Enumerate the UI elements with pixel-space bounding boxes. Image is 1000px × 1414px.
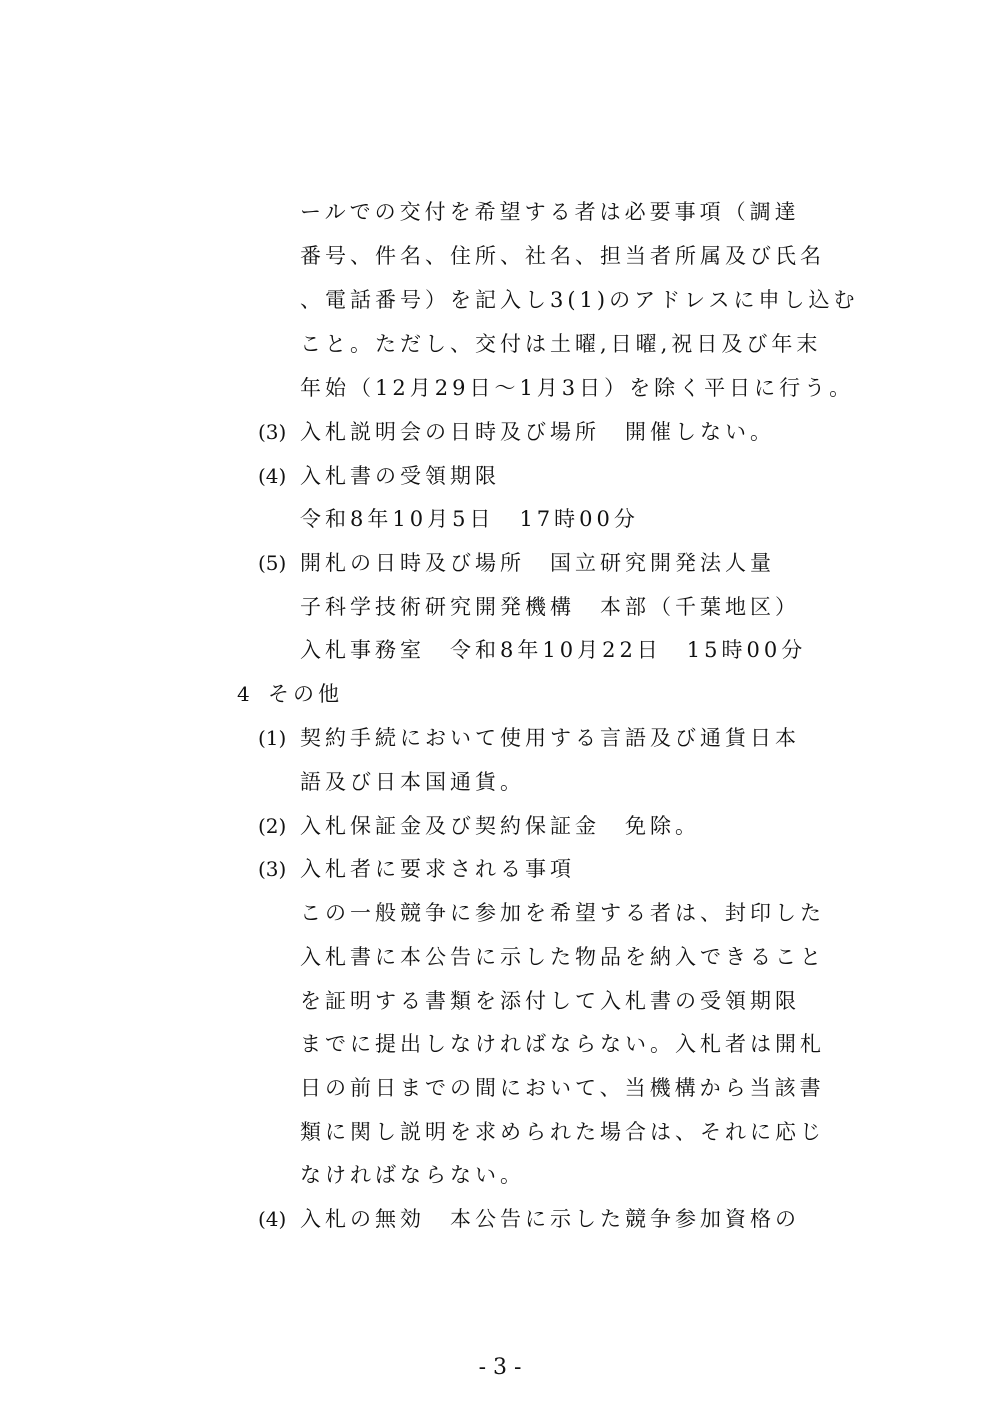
page-number: - 3 - bbox=[478, 1355, 522, 1380]
section-heading-other: その他 bbox=[268, 682, 343, 706]
text-line-15: 入札者に要求される事項 bbox=[300, 857, 575, 881]
text-line-5: 年始（12月29日～1月3日）を除く平日に行う。 bbox=[300, 376, 855, 400]
item-number-4: (4) bbox=[258, 464, 287, 488]
item-number-1: (1) bbox=[258, 726, 287, 750]
text-line-12: 契約手続において使用する言語及び通貨日本 bbox=[300, 726, 800, 750]
text-line-14: 入札保証金及び契約保証金 免除。 bbox=[300, 814, 700, 838]
item-number-2: (2) bbox=[258, 814, 287, 838]
text-line-17: 入札書に本公告に示した物品を納入できること bbox=[300, 945, 825, 969]
text-line-23: 入札の無効 本公告に示した競争参加資格の bbox=[300, 1207, 800, 1231]
text-line-8: 令和8年10月5日 17時00分 bbox=[300, 507, 639, 531]
text-line-1: ールでの交付を希望する者は必要事項（調達 bbox=[300, 200, 800, 224]
text-line-3: 、電話番号）を記入し3(1)のアドレスに申し込む bbox=[300, 288, 859, 312]
text-line-19: までに提出しなければならない。入札者は開札 bbox=[300, 1032, 825, 1056]
text-line-18: を証明する書類を添付して入札書の受領期限 bbox=[300, 989, 800, 1013]
text-line-16: この一般競争に参加を希望する者は、封印した bbox=[300, 901, 825, 925]
section-number-4: 4 bbox=[237, 682, 250, 706]
text-line-21: 類に関し説明を求められた場合は、それに応じ bbox=[300, 1120, 825, 1144]
text-line-11: 入札事務室 令和8年10月22日 15時00分 bbox=[300, 638, 807, 662]
item-number-3: (3) bbox=[258, 420, 287, 444]
item-number-4b: (4) bbox=[258, 1207, 287, 1231]
text-line-22: なければならない。 bbox=[300, 1163, 525, 1187]
text-line-2: 番号、件名、住所、社名、担当者所属及び氏名 bbox=[300, 244, 825, 268]
text-line-9: 開札の日時及び場所 国立研究開発法人量 bbox=[300, 551, 775, 575]
item-number-3b: (3) bbox=[258, 857, 287, 881]
text-line-10: 子科学技術研究開発機構 本部（千葉地区） bbox=[300, 595, 800, 619]
text-line-6: 入札説明会の日時及び場所 開催しない。 bbox=[300, 420, 775, 444]
text-line-13: 語及び日本国通貨。 bbox=[300, 770, 525, 794]
text-line-4: こと。ただし、交付は土曜,日曜,祝日及び年末 bbox=[300, 332, 822, 356]
text-line-20: 日の前日までの間において、当機構から当該書 bbox=[300, 1076, 825, 1100]
item-number-5: (5) bbox=[258, 551, 287, 575]
text-line-7: 入札書の受領期限 bbox=[300, 464, 500, 488]
